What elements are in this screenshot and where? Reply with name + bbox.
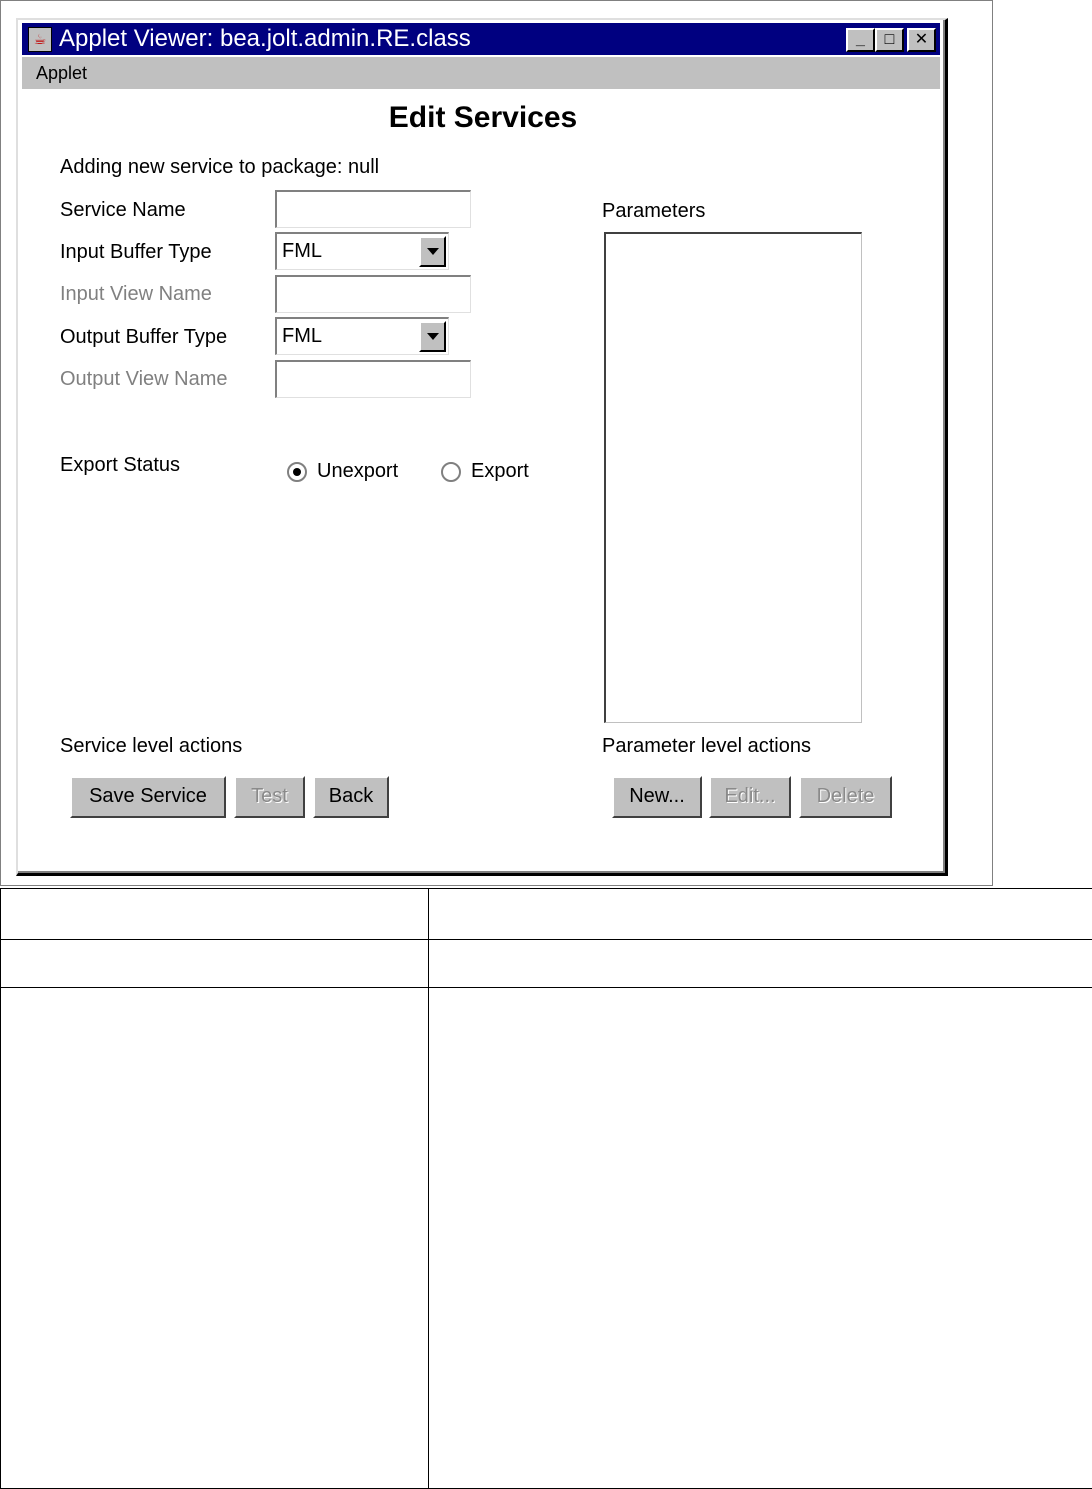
service-actions-label: Service level actions <box>60 735 242 758</box>
page-title: Edit Services <box>373 101 593 135</box>
window-title: Applet Viewer: bea.jolt.admin.RE.class <box>59 26 471 52</box>
table-row <box>1 988 1092 1489</box>
parameters-list[interactable] <box>604 232 862 723</box>
radio-unselected-icon <box>441 462 461 482</box>
export-status-label: Export Status <box>60 454 180 477</box>
table-cell <box>1 889 429 940</box>
chevron-down-icon[interactable] <box>419 236 446 267</box>
radio-unexport-label: Unexport <box>317 460 398 483</box>
table-row <box>1 889 1092 940</box>
menu-applet[interactable]: Applet <box>36 63 87 84</box>
input-view-name-input[interactable] <box>275 275 471 313</box>
service-name-input[interactable] <box>275 190 471 228</box>
table-cell <box>1 988 429 1489</box>
radio-export-label: Export <box>471 460 529 483</box>
table-cell <box>429 988 1092 1489</box>
table-cell <box>1 940 429 988</box>
applet-viewer-window <box>16 18 948 876</box>
close-button[interactable]: ✕ <box>907 28 936 52</box>
new-parameter-button[interactable]: New... <box>612 776 702 818</box>
chevron-down-icon[interactable] <box>419 321 446 352</box>
maximize-button[interactable]: □ <box>875 28 904 52</box>
table-row <box>1 940 1092 988</box>
save-service-button[interactable]: Save Service <box>70 776 226 818</box>
delete-parameter-button[interactable]: Delete <box>799 776 892 818</box>
parameters-label: Parameters <box>602 200 705 223</box>
table-cell <box>429 940 1092 988</box>
input-buffer-type-value: FML <box>282 240 322 263</box>
input-view-name-label: Input View Name <box>60 283 212 306</box>
radio-unexport[interactable] <box>287 460 398 483</box>
document-table <box>0 888 1092 1489</box>
parameter-actions-label: Parameter level actions <box>602 735 811 758</box>
output-buffer-type-value: FML <box>282 325 322 348</box>
input-buffer-type-select[interactable] <box>275 232 449 270</box>
table-cell <box>429 889 1092 940</box>
output-buffer-type-label: Output Buffer Type <box>60 326 227 349</box>
test-button[interactable]: Test <box>234 776 305 818</box>
output-view-name-input[interactable] <box>275 360 471 398</box>
radio-selected-icon <box>287 462 307 482</box>
output-buffer-type-select[interactable] <box>275 317 449 355</box>
back-button[interactable]: Back <box>313 776 389 818</box>
edit-services-panel <box>18 20 945 873</box>
input-buffer-type-label: Input Buffer Type <box>60 241 212 264</box>
radio-export[interactable] <box>441 460 529 483</box>
minimize-button[interactable]: _ <box>846 28 875 52</box>
java-cup-icon: ☕ <box>28 27 52 52</box>
package-status-text: Adding new service to package: null <box>60 156 379 179</box>
service-name-label: Service Name <box>60 199 186 222</box>
edit-parameter-button[interactable]: Edit... <box>709 776 791 818</box>
output-view-name-label: Output View Name <box>60 368 228 391</box>
